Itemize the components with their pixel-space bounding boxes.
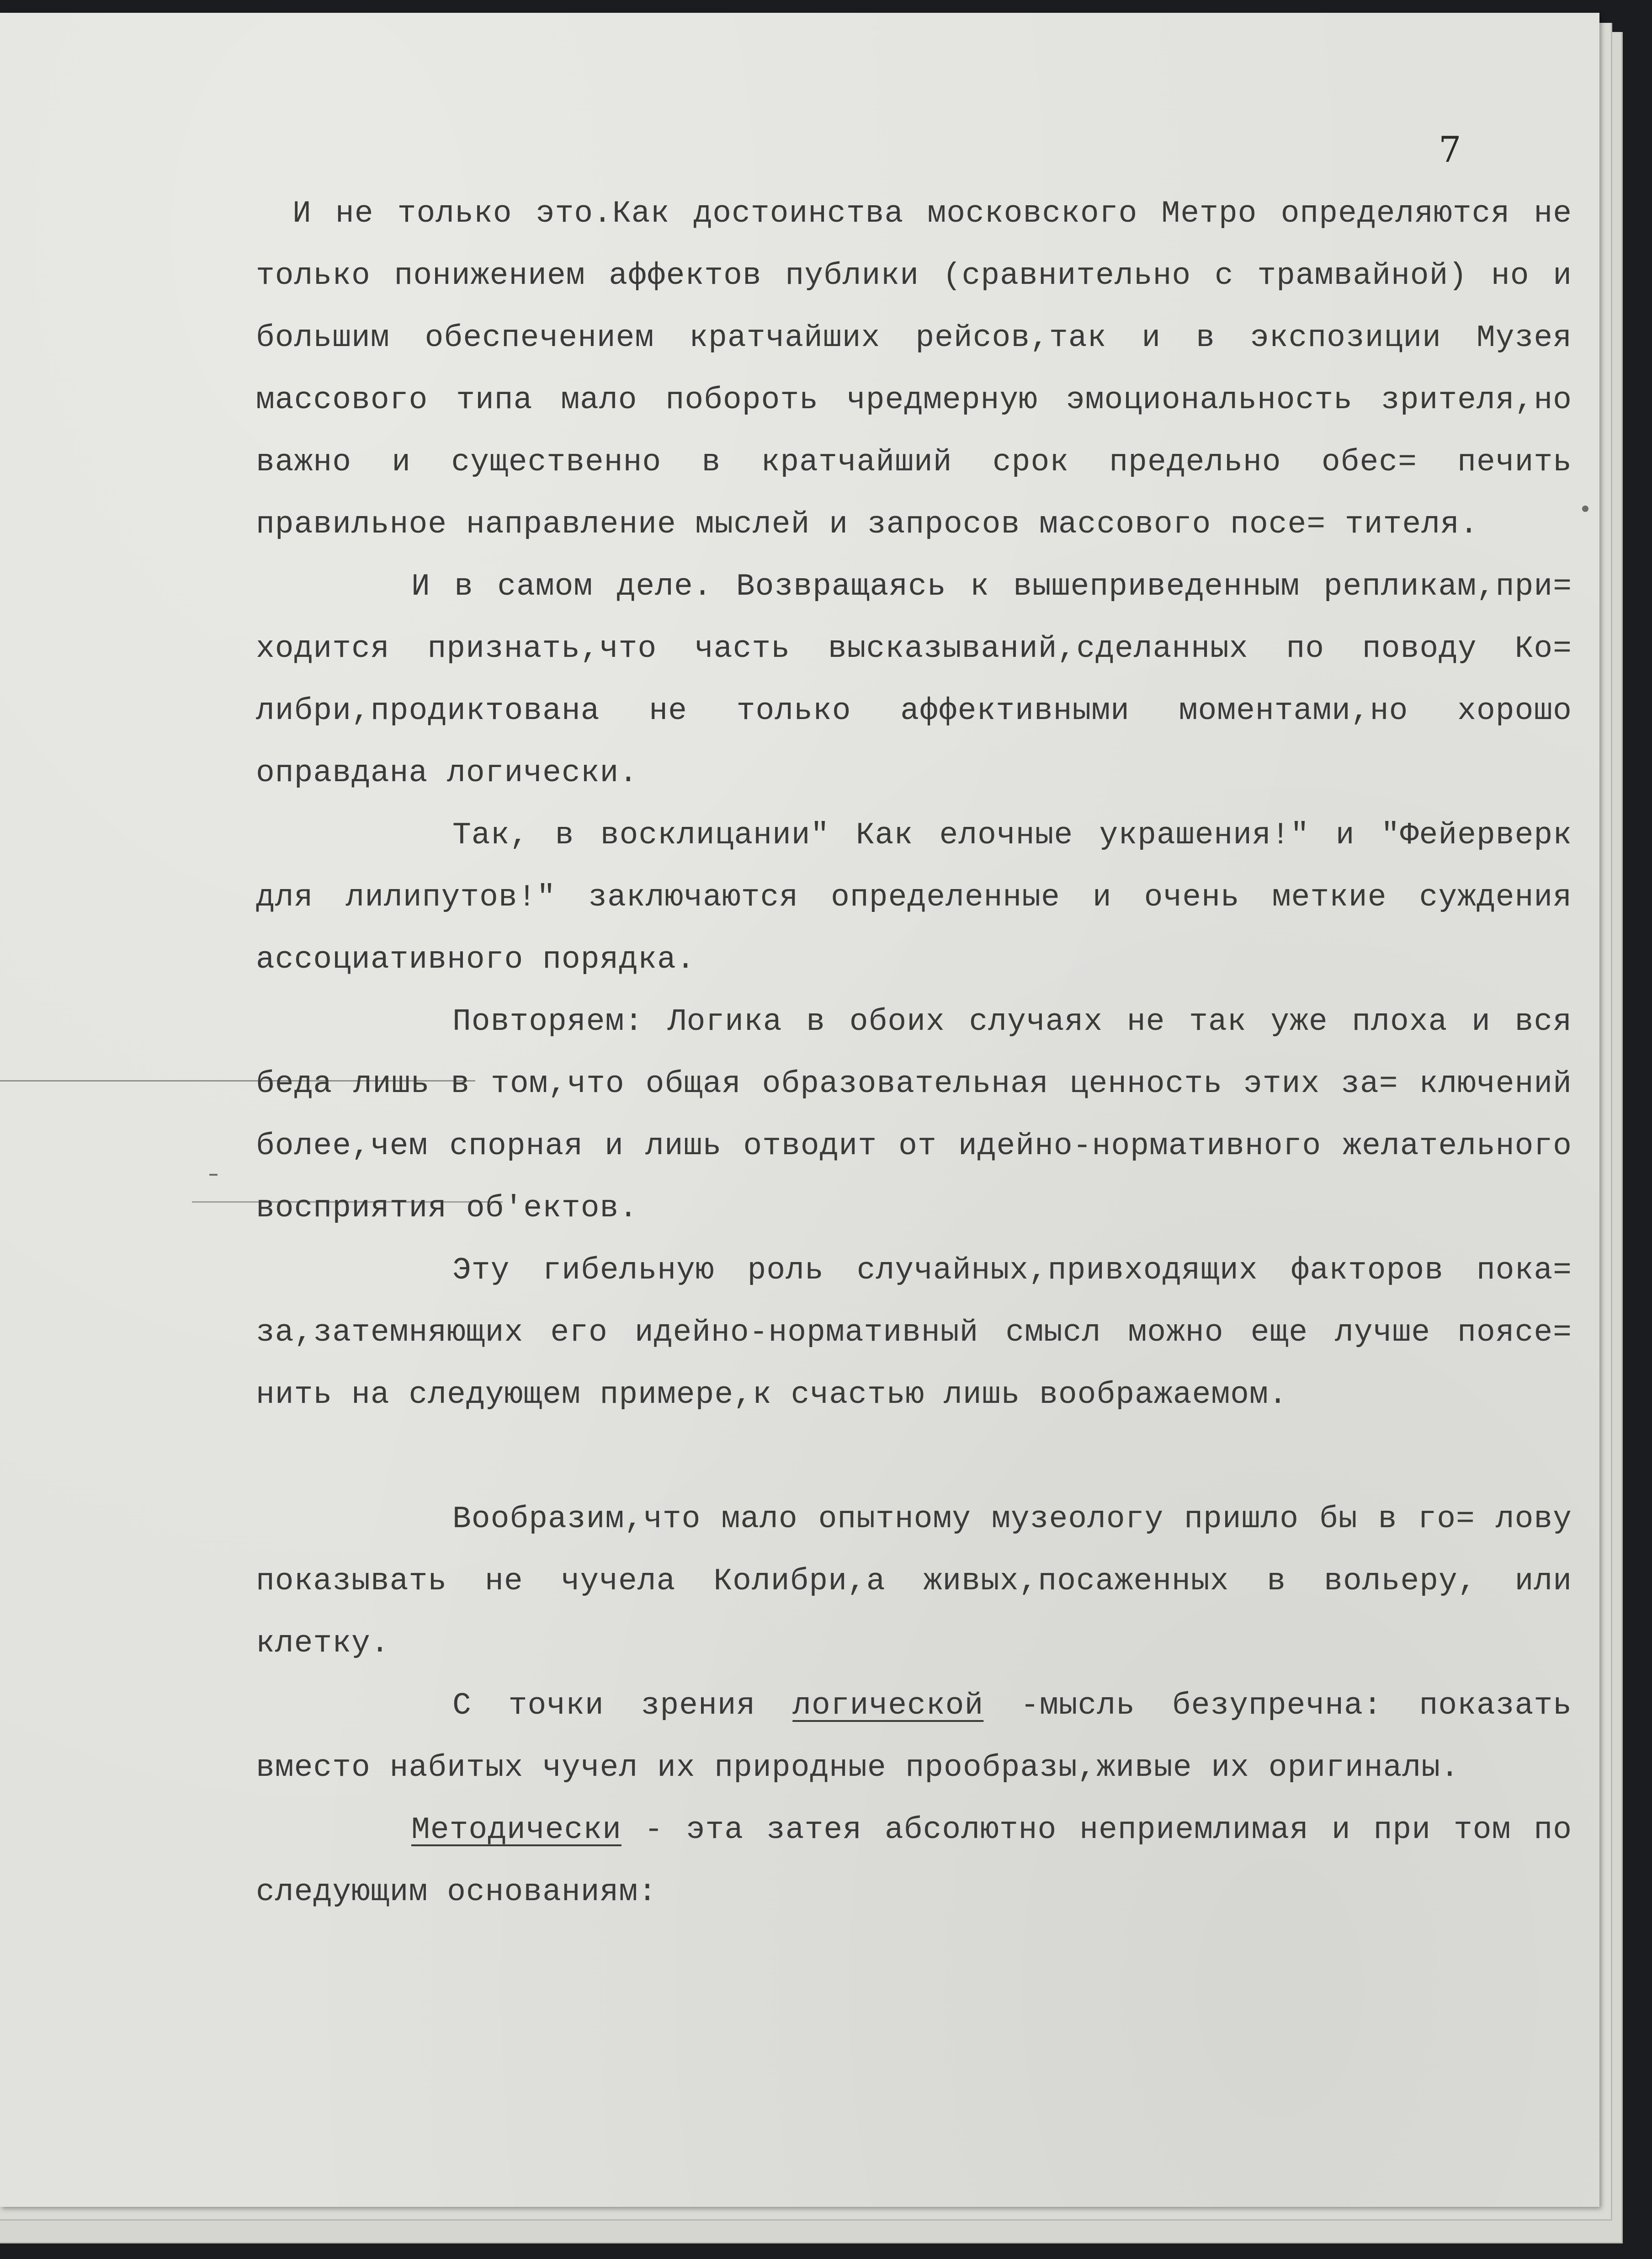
- page-number: 7: [1439, 129, 1461, 170]
- underlined-word-methodically: Методически: [411, 1812, 621, 1848]
- paragraph-7-rest: -мысль безупречна: показать вместо набитых чучел их природные прообразы,живые их оригиналы.: [256, 1688, 1572, 1785]
- paragraph-7: [256, 1675, 1572, 1799]
- paragraph-2: И в самом деле. Возвращаясь к вышеприведенным репликам,при= ходится признать,что часть высказываний,сделанных по поводу Ко= либри,продиктована не только аффективными моментами,но хорошо оправдана логически.: [256, 569, 1572, 791]
- paragraph-3: Так, в восклицании" Как елочные украшения!" и "Фейерверк для лилипутов!" заключаются определенные и очень меткие суждения ассоциативного порядка.: [256, 818, 1572, 977]
- body-text: [256, 183, 1572, 1923]
- paragraph-1: И не только это.Как достоинства московского Метро определяются не только понижением аффектов публики (сравнительно с трамвайной) но и большим обеспечением кратчайших рейсов,так и в экспозиции Музея массового типа мало побороть чредмерную эмоциональность зрителя,но важно и существенно в кратчайший срок предельно обес= печить правильное направление мыслей и запросов массового посе= тителя.: [256, 196, 1572, 542]
- ink-speck: [209, 1174, 218, 1176]
- paragraph-8: [256, 1799, 1572, 1923]
- paragraph-5: Эту гибельную роль случайных,привходящих факторов пока= за,затемняющих его идейно-нормативный смысл можно еще лучше поясе= нить на следующем примере,к счастью лишь воображаемом.: [256, 1253, 1572, 1412]
- paragraph-4: Повторяем: Логика в обоих случаях не так уже плоха и вся беда лишь в том,что общая образовательная ценность этих за= ключений более,чем спорная и лишь отводит от идейно-нормативного желательного восприятия об'ектов.: [256, 1004, 1572, 1226]
- typewritten-page: [0, 13, 1599, 2207]
- paragraph-8-rest: - эта затея абсолютно неприемлимая и при том по следующим основаниям:: [256, 1812, 1572, 1910]
- paragraph-6: Вообразим,что мало опытному музеологу пришло бы в го= лову показывать не чучела Колибри,а живых,посаженных в вольеру, или клетку.: [256, 1502, 1572, 1661]
- paragraph-7-lead: С точки зрения: [452, 1688, 793, 1723]
- underlined-word-logical: логической: [792, 1688, 984, 1723]
- ink-speck: [1582, 506, 1588, 512]
